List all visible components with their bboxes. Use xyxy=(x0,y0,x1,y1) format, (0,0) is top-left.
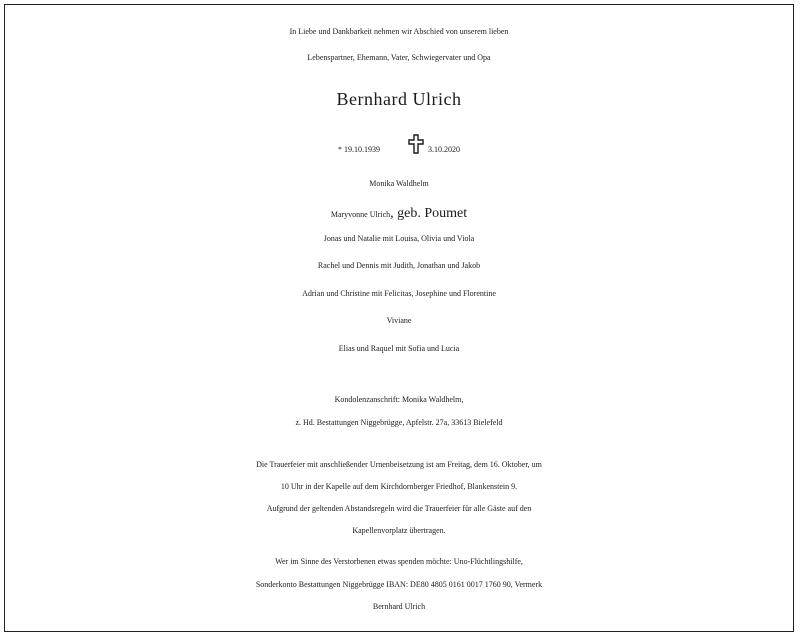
condolence-line-1: Kondolenzanschrift: Monika Waldhelm, xyxy=(334,395,464,404)
intro-line-2: Lebenspartner, Ehemann, Vater, Schwiegervater und Opa xyxy=(307,53,491,62)
family-member-6: Viviane xyxy=(386,316,412,325)
birth-date: * 19.10.1939 xyxy=(338,145,380,154)
donation-line-1: Wer im Sinne des Verstorbenen etwas spenden möchte: Uno-Flüchtlingshilfe, xyxy=(275,557,523,566)
funeral-line-2: 10 Uhr in der Kapelle auf dem Kirchdornberger Friedhof, Blankenstein 9. xyxy=(280,482,518,491)
family-member-5: Adrian und Christine mit Felicitas, Josephine und Florentine xyxy=(302,289,496,298)
family-member-7: Elias und Raquel mit Sofia und Lucia xyxy=(338,344,460,353)
obituary-notice xyxy=(4,4,794,632)
funeral-line-3: Aufgrund der geltenden Abstandsregeln wird die Trauerfeier für alle Gäste auf den xyxy=(266,504,532,513)
family-member-2: Maryvonne Ulrich, geb. Poumet xyxy=(330,206,468,221)
death-date-group xyxy=(408,134,460,154)
funeral-line-1: Die Trauerfeier mit anschließender Urnenbeisetzung ist am Freitag, dem 16. Oktober, um xyxy=(256,460,542,469)
latin-cross-icon xyxy=(408,134,424,154)
funeral-line-4: Kapellenvorplatz übertragen. xyxy=(352,526,446,535)
family-member-1: Monika Waldhelm xyxy=(369,179,429,188)
donation-line-3: Bernhard Ulrich xyxy=(372,602,426,611)
family-member-4: Rachel und Dennis mit Judith, Jonathan und Jakob xyxy=(317,261,481,270)
death-date: 3.10.2020 xyxy=(428,145,460,154)
family-member-3: Jonas und Natalie mit Louisa, Olivia und Viola xyxy=(323,234,475,243)
condolence-line-2: z. Hd. Bestattungen Niggebrügge, Apfelstr. 27a, 33613 Bielefeld xyxy=(295,418,503,427)
donation-line-2: Sonderkonto Bestattungen Niggebrügge IBAN: DE80 4805 0161 0017 1760 90, Vermerk xyxy=(255,580,543,589)
intro-line-1: In Liebe und Dankbarkeit nehmen wir Abschied von unserem lieben xyxy=(289,27,509,36)
life-dates xyxy=(5,134,793,154)
deceased-name: Bernhard Ulrich xyxy=(336,89,462,109)
